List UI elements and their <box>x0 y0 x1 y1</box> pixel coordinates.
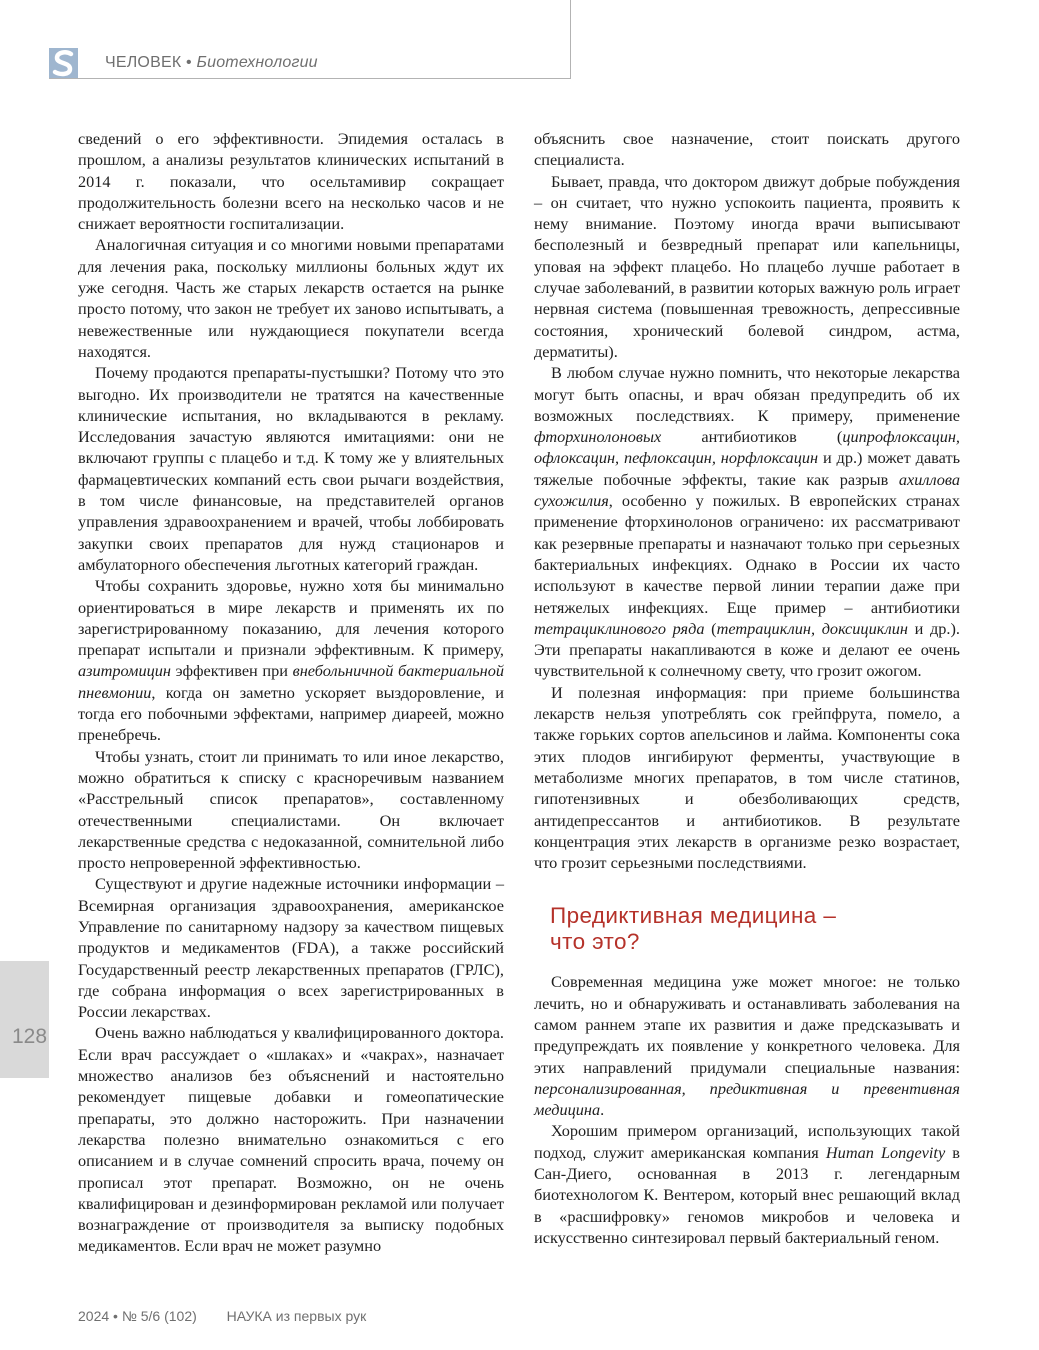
emphasis-text: ахиллова сухожилия <box>534 469 960 511</box>
paragraph <box>78 873 504 1022</box>
section-heading-line-2: что это? <box>550 929 640 955</box>
journal-title: НАУКА из первых рук <box>226 1308 367 1324</box>
right-column <box>534 128 960 1248</box>
footer <box>78 1308 366 1324</box>
text-run: Чтобы сохранить здоровье, нужно хотя бы минимально ориентироваться в мире лекарств и применять их по зарегистрированному показанию, для лечения которого препарат испытали и признали эффективным. К примеру, <box>78 576 504 660</box>
emphasis-text: ципрофлоксацин, офлоксацин, пефлоксацин, норфлоксацин <box>534 427 960 468</box>
paragraph <box>78 575 504 745</box>
emphasis-text: тетрациклинового ряда <box>534 618 705 638</box>
text-run: в Сан-Диего, основанная в 2013 г. легендарным биотехнологом К. Вентером, который внес решающий вклад в «расшифровку» геномов микробов и человека и искусственно синтезировал первый бактериальный геном. <box>534 1142 960 1247</box>
text-run: , особенно у пожилых. В европейских странах применение фторхинолонов ограничено: их рассматривают как резервные препараты и назначают только при серьезных бактериальных инфекциях. Однако в России их часто используют в качестве первой линии терапии даже при нетяжелых инфекциях. Еще пример – антибиотики <box>534 491 960 617</box>
text-run: И полезная информация: при приеме большинства лекарств нельзя употреблять сок грейпфрута, помело, а также горьких сортов апельсинов и лайма. Компоненты сока этих плодов ингибируют ферменты, участвующие в метаболизме многих препаратов, в том числе статинов, гипотензивных и обезболивающих средств, антидепрессантов и антибиотиков. В результате концентрация этих лекарств в организме резко возрастает, что грозит серьезными последствиями. <box>534 682 960 873</box>
running-header <box>105 54 318 72</box>
right-column-top <box>534 128 960 873</box>
text-run: и др.). Эти препараты накапливаются в коже и делают ее очень чувствительной к солнечному свету, что грозит ожогом. <box>534 618 960 681</box>
rubric-name: Биотехнологии <box>196 54 318 71</box>
right-column-bottom <box>534 971 960 1248</box>
page-number-tab <box>0 961 49 1078</box>
header-separator: • <box>186 54 192 71</box>
issue-info: 2024 • № 5/6 (102) <box>78 1308 197 1324</box>
text-run: Почему продаются препараты-пустышки? Потому что это выгодно. Их производители не тратятся на качественные клинические испытания, но вкладываются в рекламу. Исследования зачастую являются имитациями: они не включают группы с плацебо и т.д. К тому же у влиятельных фармацевтических компаний есть свои рычаги воздействия, в том числе финансовые, на представителей органов управления здравоохранением и врачей, чтобы лоббировать закупки своих препаратов для нужд стационаров и амбулаторного обеспечения льготных категорий граждан. <box>78 363 504 574</box>
page-number: 128 <box>12 1025 48 1048</box>
paragraph <box>78 1022 504 1256</box>
text-run: . <box>600 1100 605 1120</box>
magazine-logo-icon <box>49 48 78 78</box>
text-run: и др.) может давать тяжелые побочные эффекты, такие как разрыв <box>534 448 960 489</box>
paragraph <box>534 362 960 681</box>
text-run: Современная медицина уже может многое: не только лечить, но и обнаруживать и останавливать заболевания на самом раннем этапе их развития и даже предсказывать и предупреждать их появление у конкретного человека. Для этих направлений придумали специальные названия: <box>534 972 960 1077</box>
emphasis-text: тетрациклин, доксициклин <box>716 618 908 638</box>
text-run: Существуют и другие надежные источники информации – Всемирная организация здравоохранения, американское Управление по санитарному надзору за качеством пищевых продуктов и медикаментов (FDA), а также российский Государственный реестр лекарственных препаратов (ГРЛС), где собрана информация о всех зарегистрированных в России лекарствах. <box>78 874 504 1022</box>
section-heading <box>550 903 960 955</box>
text-run: эффективен при <box>170 661 293 681</box>
paragraph <box>78 362 504 575</box>
emphasis-text: Human Longevity <box>825 1142 946 1162</box>
paragraph <box>534 128 960 171</box>
emphasis-text: внебольничной бактериальной пневмонии <box>78 661 504 702</box>
paragraph <box>78 234 504 362</box>
text-run: Очень важно наблюдаться у квалифицированного доктора. Если врач рассуждает о «шлаках» и «чакрах», назначает множество анализов без объяснений и настоятельно рекомендует пищевые добавки и гомеопатические препараты, это должно насторожить. При назначении лекарства полезно внимательно ознакомиться с его описанием и в случае сомнений спросить врача, почему он прописал этот препарат. Возможно, он не очень квалифицирован и дезинформирован рекламой или получает вознаграждение от производителя за выписку подобных медикаментов. Если врач не может разумно <box>78 1023 504 1256</box>
text-run: Бывает, правда, что доктором движут добрые побуждения – он считает, что нужно успокоить пациента, проявить к нему внимание. Поэтому иногда врачи выписывают бесполезный и безвредный препарат или капельницы, уповая на эффект плацебо. Но плацебо лучше работает в случае заболеваний, в развитии которых важную роль играет нервная система (повышенная тревожность, депрессивные состояния, хронический болевой синдром, астма, дерматиты). <box>534 171 960 361</box>
text-run: объяснить свое назначение, стоит поискать другого специалиста. <box>534 129 960 170</box>
paragraph <box>78 746 504 874</box>
paragraph <box>78 128 504 234</box>
text-run: Аналогичная ситуация и со многими новыми препаратами для лечения рака, поскольку миллионы больных ждут их уже сегодня. Часть же старых лекарств остается на рынке просто потому, что закон не требует их заново испытывать, а невежественные или нуждающиеся покупатели всегда находятся. <box>78 235 504 361</box>
header-divider-horizontal <box>49 78 571 79</box>
left-column <box>78 128 504 1257</box>
text-run: сведений о его эффективности. Эпидемия осталась в прошлом, а анализы результатов клинических испытаний в 2014 г. показали, что осельтамивир сокращает продолжительность болезни всего на несколько часов и не снижает вероятности госпитализации. <box>78 129 504 234</box>
text-run: антибиотиков ( <box>661 427 843 447</box>
section-name: ЧЕЛОВЕК <box>105 54 182 71</box>
paragraph <box>534 682 960 874</box>
header-divider-vertical <box>570 0 571 79</box>
emphasis-text: азитромицин <box>78 661 171 681</box>
text-run: ( <box>704 618 717 638</box>
paragraph <box>534 171 960 363</box>
text-run: , когда он заметно ускоряет выздоровление, и тогда его побочными эффектами, например диареей, можно пренебречь. <box>78 682 504 745</box>
emphasis-text: персонализированная, предиктивная и превентивная медицина <box>534 1078 960 1120</box>
text-run: В любом случае нужно помнить, что некоторые лекарства могут быть опасны, и врач обязан предупредить об их возможных последствиях. К примеру, применение <box>534 363 960 425</box>
emphasis-text: фторхинолоновых <box>534 427 662 447</box>
section-heading-line-1: Предиктивная медицина – <box>550 903 837 929</box>
paragraph <box>534 971 960 1120</box>
text-run: Хорошим примером организаций, использующих такой подход, служит американская компания <box>534 1121 960 1162</box>
paragraph <box>534 1120 960 1248</box>
text-run: Чтобы узнать, стоит ли принимать то или иное лекарство, можно обратиться к списку с красноречивым названием «Расстрельный список препаратов», составленному отечественными специалистами. Он включает лекарственные средства с недоказанной, сомнительной либо просто непроверенной эффективностью. <box>78 746 504 873</box>
